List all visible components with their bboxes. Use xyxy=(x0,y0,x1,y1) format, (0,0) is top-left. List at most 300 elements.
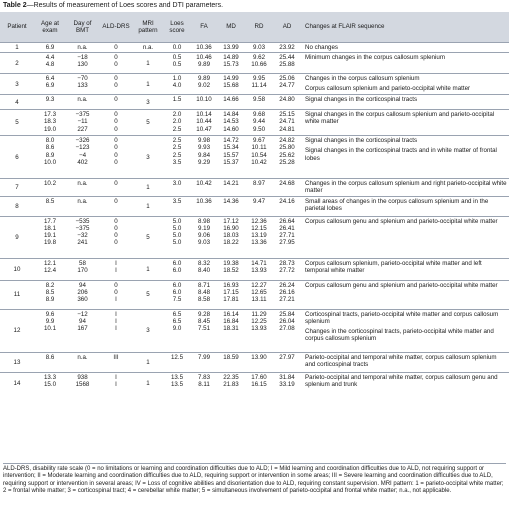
header-md: MD xyxy=(226,23,236,31)
loes-cell-value: 9.0 xyxy=(172,325,182,333)
patient-id: 3 xyxy=(0,74,34,95)
changes-text: Corpus callosum splenium, parieto-occipital white matter and left temporal white matter xyxy=(305,259,482,274)
loes-cell xyxy=(163,309,191,352)
alddrs-cell-value: 0 xyxy=(114,151,118,159)
table-row xyxy=(0,196,509,216)
alddrs-cell-value: 0 xyxy=(114,224,118,232)
loes-cell xyxy=(163,216,191,258)
patient-id: 10 xyxy=(0,258,34,280)
bmt-day-cell-value: −375 xyxy=(75,111,90,119)
bmt-day-cell-value: 133 xyxy=(77,82,88,90)
age-cell-value: 8.5 xyxy=(45,197,55,205)
age-cell xyxy=(34,110,66,136)
changes-cell xyxy=(301,53,509,74)
age-cell xyxy=(34,136,66,179)
fa-cell xyxy=(191,95,217,110)
bmt-day-cell-value: −4 xyxy=(78,151,87,159)
md-cell-value: 16.90 xyxy=(223,224,239,232)
changes-text: Small areas of changes in the corpus callosum splenium and in the parietal lobes xyxy=(305,197,489,212)
fa-cell-value: 8.45 xyxy=(197,317,211,325)
changes-text: Corpus callosum splenium and parieto-occipital white matter xyxy=(305,85,471,93)
bmt-day-cell xyxy=(66,372,99,394)
loes-cell-value: 2.0 xyxy=(172,118,182,126)
fa-cell-value: 10.14 xyxy=(196,111,212,119)
bmt-day-cell-value: −18 xyxy=(77,54,88,62)
age-cell-value: 15.0 xyxy=(43,380,57,388)
patient-id: 7 xyxy=(0,179,34,196)
md-cell xyxy=(217,74,245,95)
md-cell-value: 15.73 xyxy=(223,61,239,69)
age-cell xyxy=(34,258,66,280)
loes-cell-value: 2.0 xyxy=(172,111,182,119)
age-cell-value: 10.0 xyxy=(43,158,57,166)
patient-id: 14 xyxy=(0,372,34,394)
age-cell xyxy=(34,196,66,216)
patient-id: 1 xyxy=(0,43,34,53)
ad-cell-value: 24.81 xyxy=(279,125,295,133)
changes-text: Signal changes in the corticospinal tracts xyxy=(305,137,418,145)
age-cell xyxy=(34,179,66,196)
alddrs-cell-value: I xyxy=(115,373,117,381)
age-cell-value: 4.8 xyxy=(45,61,55,69)
alddrs-cell xyxy=(99,196,133,216)
rd-cell xyxy=(245,280,273,309)
md-cell-value: 18.59 xyxy=(223,353,239,361)
md-cell-value: 14.60 xyxy=(223,125,239,133)
alddrs-cell-value: 0 xyxy=(114,44,118,51)
table-caption xyxy=(3,2,223,10)
fa-cell xyxy=(191,110,217,136)
fa-cell xyxy=(191,136,217,179)
rd-cell xyxy=(245,216,273,258)
md-cell-value: 15.37 xyxy=(223,158,239,166)
rd-cell-value: 13.90 xyxy=(251,353,267,361)
fa-cell-value: 10.42 xyxy=(196,180,212,188)
changes-cell xyxy=(301,179,509,196)
age-cell-value: 18.3 xyxy=(43,118,57,126)
bmt-day-cell-value: 206 xyxy=(77,288,88,296)
md-cell-value: 21.83 xyxy=(223,380,239,388)
md-cell-value: 16.14 xyxy=(223,310,239,318)
age-cell-value: 13.3 xyxy=(43,373,57,381)
mri-pattern-cell: 1 xyxy=(133,352,163,372)
alddrs-cell-value: 0 xyxy=(114,118,118,126)
fa-cell-value: 7.51 xyxy=(197,325,211,333)
md-cell-value: 14.53 xyxy=(223,118,239,126)
table-row xyxy=(0,74,509,95)
loes-cell-value: 6.0 xyxy=(172,259,182,267)
age-cell-value: 8.2 xyxy=(45,281,55,289)
rd-cell xyxy=(245,136,273,179)
age-cell-value: 8.0 xyxy=(45,137,55,145)
fa-cell-value: 7.99 xyxy=(197,353,211,361)
rd-cell-value: 10.42 xyxy=(251,158,267,166)
fa-cell-value: 8.11 xyxy=(198,380,210,388)
changes-cell xyxy=(301,110,509,136)
bmt-day-cell-value: n.a. xyxy=(77,44,88,51)
ad-cell-value: 27.95 xyxy=(279,239,295,247)
changes-text: Corticospinal tracts, parieto-occipital white matter and corpus callosum splenium xyxy=(305,310,499,325)
table-row xyxy=(0,372,509,394)
bmt-day-cell-value: −70 xyxy=(77,75,88,83)
header-alddrs: ALD-DRS xyxy=(102,23,130,31)
table-row xyxy=(0,53,509,74)
alddrs-cell xyxy=(99,95,133,110)
md-cell xyxy=(217,258,245,280)
fa-cell-value: 10.36 xyxy=(196,44,212,51)
rd-cell-value: 9.58 xyxy=(252,96,266,104)
changes-cell xyxy=(301,280,509,309)
header-changes: Changes at FLAIR sequence xyxy=(305,23,385,31)
changes-cell xyxy=(301,136,509,179)
alddrs-cell-value: 0 xyxy=(114,180,118,188)
fa-cell-value: 7.83 xyxy=(197,373,211,381)
loes-cell xyxy=(163,258,191,280)
ad-cell-value: 27.21 xyxy=(279,296,295,304)
bmt-day-cell-value: n.a. xyxy=(77,197,88,205)
alddrs-cell-value: III xyxy=(113,353,119,361)
fa-cell xyxy=(191,280,217,309)
fa-cell-value: 9.89 xyxy=(197,61,211,69)
loes-cell-value: 0.5 xyxy=(172,54,182,62)
bmt-day-cell-value: 94 xyxy=(79,281,86,289)
rd-cell-value: 13.36 xyxy=(251,239,267,247)
mri-pattern-cell: 5 xyxy=(133,280,163,309)
bmt-day-cell-value: −11 xyxy=(77,118,88,126)
patient-id: 8 xyxy=(0,196,34,216)
ad-cell-value: 25.44 xyxy=(279,54,295,62)
ad-cell xyxy=(273,43,301,53)
alddrs-cell-value: 0 xyxy=(114,137,118,145)
bmt-day-cell-value: 167 xyxy=(77,325,88,333)
age-cell-value: 6.9 xyxy=(45,82,55,90)
bmt-day-cell xyxy=(66,258,99,280)
loes-cell-value: 7.5 xyxy=(172,296,182,304)
loes-cell xyxy=(163,196,191,216)
fa-cell xyxy=(191,53,217,74)
md-cell xyxy=(217,352,245,372)
loes-cell xyxy=(163,179,191,196)
changes-cell xyxy=(301,216,509,258)
table-row xyxy=(0,280,509,309)
bmt-day-cell-value: −326 xyxy=(75,137,90,145)
ad-cell xyxy=(273,110,301,136)
age-cell-value: 8.6 xyxy=(45,353,55,361)
alddrs-cell xyxy=(99,110,133,136)
table-body xyxy=(0,43,509,395)
age-cell xyxy=(34,280,66,309)
md-cell xyxy=(217,110,245,136)
rd-cell-value: 10.54 xyxy=(251,151,267,159)
changes-cell xyxy=(301,43,509,53)
ad-cell-value: 24.80 xyxy=(279,96,295,104)
ad-cell-value: 25.62 xyxy=(279,151,295,159)
fa-cell-value: 8.71 xyxy=(197,281,211,289)
mri-pattern-cell: 1 xyxy=(133,74,163,95)
fa-cell-value: 8.32 xyxy=(197,259,211,267)
patient-id: 4 xyxy=(0,95,34,110)
loes-cell-value: 13.5 xyxy=(170,380,184,388)
fa-cell-value: 8.48 xyxy=(197,288,211,296)
fa-cell xyxy=(191,196,217,216)
fa-cell-value: 9.03 xyxy=(197,239,211,247)
fa-cell xyxy=(191,372,217,394)
table-row xyxy=(0,309,509,352)
rd-cell-value: 10.11 xyxy=(251,144,267,152)
changes-text: Changes in the corticospinal tracts, parieto-occipital white matter and corpus callosum splenium xyxy=(305,328,494,343)
md-cell-value: 14.66 xyxy=(223,96,239,104)
header-patient: Patient xyxy=(7,23,27,31)
mri-pattern-cell: 1 xyxy=(133,179,163,196)
alddrs-cell-value: I xyxy=(115,380,117,388)
changes-text: Parieto-occipital and temporal white matter, corpus callosum splenium and corticospinal tracts xyxy=(305,353,497,368)
loes-cell-value: 6.5 xyxy=(172,317,182,325)
md-cell-value: 13.99 xyxy=(223,44,239,51)
md-cell-value: 22.35 xyxy=(223,373,239,381)
alddrs-cell-value: I xyxy=(115,296,117,304)
ad-cell-value: 26.04 xyxy=(279,317,295,325)
alddrs-cell xyxy=(99,352,133,372)
rd-cell-value: 9.03 xyxy=(252,44,266,51)
fa-cell xyxy=(191,352,217,372)
rd-cell xyxy=(245,309,273,352)
loes-cell xyxy=(163,352,191,372)
loes-cell xyxy=(163,136,191,179)
rd-cell xyxy=(245,95,273,110)
bmt-day-cell xyxy=(66,43,99,53)
alddrs-cell-value: 0 xyxy=(114,158,118,166)
md-cell-value: 18.22 xyxy=(223,239,239,247)
bmt-day-cell-value: 241 xyxy=(77,239,88,247)
age-cell-value: 12.4 xyxy=(43,266,57,274)
caption-label: Table 2 xyxy=(3,2,27,9)
md-cell-value: 17.15 xyxy=(223,288,239,296)
ad-cell xyxy=(273,74,301,95)
mri-pattern-cell: 3 xyxy=(133,136,163,179)
rd-cell xyxy=(245,196,273,216)
fa-cell xyxy=(191,258,217,280)
md-cell-value: 14.99 xyxy=(223,75,239,83)
bmt-day-cell-value: −375 xyxy=(75,224,90,232)
alddrs-cell-value: 0 xyxy=(114,217,118,225)
rd-cell-value: 9.44 xyxy=(252,118,266,126)
results-table xyxy=(0,12,509,394)
loes-cell-value: 5.0 xyxy=(172,239,182,247)
md-cell-value: 18.31 xyxy=(223,325,239,333)
alddrs-cell xyxy=(99,43,133,53)
changes-cell xyxy=(301,196,509,216)
loes-cell-value: 6.0 xyxy=(172,288,182,296)
bmt-day-cell xyxy=(66,179,99,196)
header-loes: Loes score xyxy=(169,19,185,34)
ad-cell-value: 28.73 xyxy=(279,259,295,267)
ad-cell-value: 27.08 xyxy=(279,325,295,333)
loes-cell-value: 12.5 xyxy=(170,353,184,361)
ad-cell xyxy=(273,53,301,74)
age-cell-value: 8.6 xyxy=(45,144,55,152)
alddrs-cell-value: 0 xyxy=(114,61,118,69)
rd-cell-value: 16.15 xyxy=(251,380,267,388)
bmt-day-cell xyxy=(66,95,99,110)
changes-cell xyxy=(301,309,509,352)
bmt-day-cell-value: n.a. xyxy=(77,96,88,104)
md-cell-value: 15.34 xyxy=(223,144,239,152)
changes-cell xyxy=(301,95,509,110)
patient-id: 2 xyxy=(0,53,34,74)
table-footnote: ALD-DRS, disability rate scale (0 = no limitations or learning and coordination difficulties due to ALD; I = Mild learning and coordination difficulties due to ALD, not requiring support or intervention; II = Moderate learning and coordination difficulties due to ALD, requiring support or intervention in some areas; III = Severe learning and coordination difficulties due to ALD, requiring support or intervention in several areas; IV = Loss of cognitive abilities and disorientation due to ALD, requiring constant supervision. MRI pattern: 1 = parieto-occipital white matter; 2 = frontal white matter; 3 = corticospinal tract; 4 = cerebellar white matter; 5 = simultaneous involvement of parieto-occipital and frontal white matter; n.a., not applicable. xyxy=(3,463,506,496)
loes-cell-value: 3.0 xyxy=(172,180,182,188)
mri-pattern-cell: 5 xyxy=(133,110,163,136)
loes-cell xyxy=(163,280,191,309)
fa-cell-value: 9.06 xyxy=(197,232,211,240)
fa-cell-value: 9.28 xyxy=(197,310,211,318)
rd-cell xyxy=(245,74,273,95)
header-ad: AD xyxy=(282,23,292,31)
rd-cell xyxy=(245,43,273,53)
ad-cell-value: 25.88 xyxy=(279,61,295,69)
changes-cell xyxy=(301,372,509,394)
loes-cell xyxy=(163,110,191,136)
age-cell-value: 19.8 xyxy=(43,239,57,247)
fa-cell-value: 9.98 xyxy=(197,137,211,145)
bmt-day-cell xyxy=(66,136,99,179)
age-cell-value: 4.4 xyxy=(45,54,55,62)
patient-id: 13 xyxy=(0,352,34,372)
rd-cell-value: 10.66 xyxy=(251,61,267,69)
age-cell xyxy=(34,74,66,95)
fa-cell xyxy=(191,43,217,53)
md-cell xyxy=(217,95,245,110)
alddrs-cell-value: I xyxy=(115,325,117,333)
fa-cell-value: 9.29 xyxy=(197,158,211,166)
header-rd: RD xyxy=(254,23,264,31)
header-age: Age at exam xyxy=(41,19,59,34)
changes-text: Changes in the corpus callosum splenium and right parieto-occipital white matter xyxy=(305,180,507,195)
alddrs-cell-value: I xyxy=(115,310,117,318)
bmt-day-cell-value: n.a. xyxy=(77,353,88,361)
ad-cell-value: 33.19 xyxy=(279,380,295,388)
mri-pattern-cell: n.a. xyxy=(133,43,163,53)
age-cell-value: 19.0 xyxy=(43,125,57,133)
md-cell xyxy=(217,196,245,216)
loes-cell-value: 1.5 xyxy=(172,96,182,104)
table-row xyxy=(0,352,509,372)
alddrs-cell-value: 0 xyxy=(114,144,118,152)
ad-cell xyxy=(273,309,301,352)
ad-cell-value: 23.92 xyxy=(279,44,295,51)
age-cell xyxy=(34,43,66,53)
patient-id: 6 xyxy=(0,136,34,179)
rd-cell-value: 14.71 xyxy=(251,259,267,267)
alddrs-cell xyxy=(99,216,133,258)
alddrs-cell-value: 0 xyxy=(114,125,118,133)
header-row xyxy=(0,12,509,43)
rd-cell-value: 17.60 xyxy=(251,373,267,381)
age-cell-value: 9.9 xyxy=(45,317,55,325)
fa-cell-value: 9.19 xyxy=(197,224,211,232)
fa-cell-value: 10.46 xyxy=(196,54,212,62)
rd-cell-value: 11.29 xyxy=(251,310,267,318)
bmt-day-cell xyxy=(66,110,99,136)
caption-text: —Results of measurement of Loes scores and DTI parameters. xyxy=(26,2,224,9)
fa-cell xyxy=(191,74,217,95)
ad-cell-value: 24.77 xyxy=(279,82,295,90)
alddrs-cell xyxy=(99,280,133,309)
ad-cell-value: 25.06 xyxy=(279,75,295,83)
mri-pattern-cell: 1 xyxy=(133,196,163,216)
alddrs-cell-value: 0 xyxy=(114,197,118,205)
loes-cell-value: 6.0 xyxy=(172,266,182,274)
loes-cell-value: 5.0 xyxy=(172,224,182,232)
bmt-day-cell xyxy=(66,280,99,309)
alddrs-cell-value: I xyxy=(115,259,117,267)
changes-text: No changes xyxy=(305,44,339,51)
ad-cell-value: 27.72 xyxy=(279,266,295,274)
rd-cell-value: 9.47 xyxy=(252,197,266,205)
loes-cell xyxy=(163,43,191,53)
md-cell-value: 17.12 xyxy=(223,217,239,225)
patient-id: 11 xyxy=(0,280,34,309)
alddrs-cell xyxy=(99,74,133,95)
alddrs-cell-value: 0 xyxy=(114,75,118,83)
patient-id: 9 xyxy=(0,216,34,258)
ad-cell-value: 25.28 xyxy=(279,158,295,166)
loes-cell-value: 0.0 xyxy=(172,44,182,51)
md-cell xyxy=(217,216,245,258)
loes-cell xyxy=(163,372,191,394)
bmt-day-cell xyxy=(66,74,99,95)
alddrs-cell xyxy=(99,309,133,352)
table-row xyxy=(0,216,509,258)
loes-cell-value: 5.0 xyxy=(172,217,182,225)
age-cell xyxy=(34,53,66,74)
rd-cell-value: 13.93 xyxy=(251,325,267,333)
changes-text: Signal changes in the corpus callosum splenium and parieto-occipital white matter xyxy=(305,111,495,126)
fa-cell-value: 10.10 xyxy=(196,96,212,104)
age-cell-value: 6.4 xyxy=(45,75,55,83)
alddrs-cell-value: 0 xyxy=(114,82,118,90)
loes-cell xyxy=(163,95,191,110)
md-cell-value: 14.89 xyxy=(223,54,239,62)
rd-cell-value: 12.65 xyxy=(251,288,267,296)
alddrs-cell xyxy=(99,53,133,74)
ad-cell-value: 24.82 xyxy=(279,137,295,145)
rd-cell xyxy=(245,372,273,394)
fa-cell-value: 8.98 xyxy=(197,217,211,225)
bmt-day-cell xyxy=(66,352,99,372)
loes-cell-value: 3.5 xyxy=(172,197,182,205)
patient-id: 12 xyxy=(0,309,34,352)
changes-text: Signal changes in the corticospinal tracts and in white matter of frontal lobes xyxy=(305,147,497,162)
changes-cell xyxy=(301,352,509,372)
ad-cell-value: 25.84 xyxy=(279,310,295,318)
rd-cell-value: 9.62 xyxy=(252,54,266,62)
bmt-day-cell-value: −12 xyxy=(77,310,88,318)
bmt-day-cell-value: 360 xyxy=(77,296,88,304)
rd-cell-value: 12.27 xyxy=(251,281,267,289)
bmt-day-cell-value: n.a. xyxy=(77,180,88,188)
md-cell-value: 14.72 xyxy=(223,137,239,145)
ad-cell xyxy=(273,280,301,309)
loes-cell xyxy=(163,74,191,95)
rd-cell xyxy=(245,258,273,280)
md-cell-value: 14.84 xyxy=(223,111,239,119)
age-cell-value: 8.9 xyxy=(45,296,55,304)
rd-cell-value: 11.14 xyxy=(251,82,267,90)
age-cell-value: 9.6 xyxy=(45,310,55,318)
loes-cell-value: 2.5 xyxy=(172,125,182,133)
bmt-day-cell-value: 170 xyxy=(77,266,88,274)
